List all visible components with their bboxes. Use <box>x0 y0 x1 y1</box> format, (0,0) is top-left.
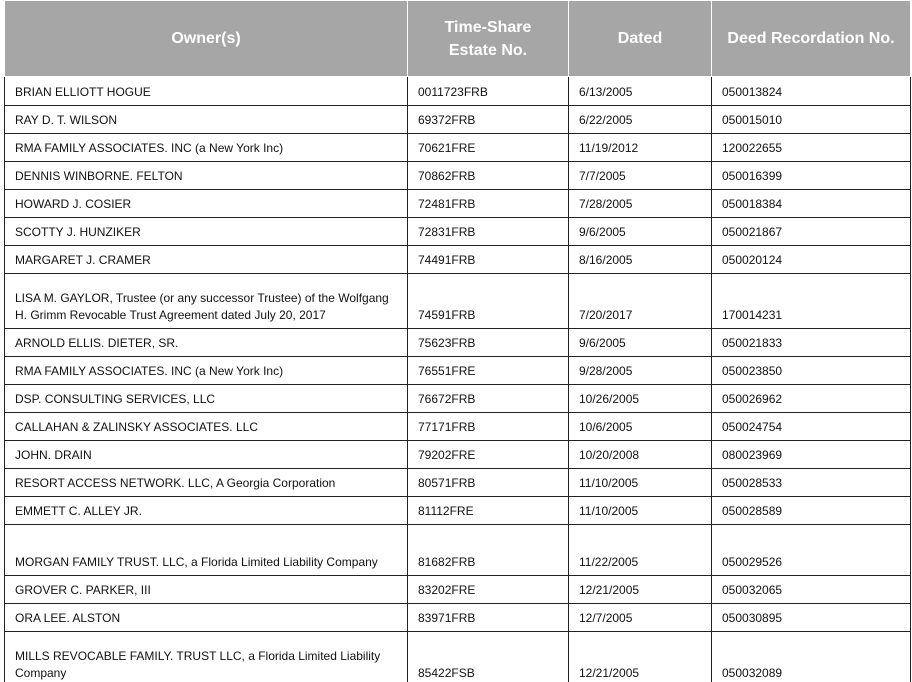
deed-cell: 050026962 <box>712 385 911 413</box>
owner-cell: ORA LEE. ALSTON <box>5 604 408 632</box>
table-row <box>5 77 911 106</box>
owner-cell: MILLS REVOCABLE FAMILY. TRUST LLC, a Florida Limited Liability Company <box>5 632 408 682</box>
owner-cell: MARGARET J. CRAMER <box>5 246 408 274</box>
deed-cell: 050020124 <box>712 246 911 274</box>
table-row <box>5 106 911 134</box>
owner-cell: BRIAN ELLIOTT HOGUE <box>5 77 408 106</box>
deed-header-label: Deed Recordation No. <box>727 30 895 47</box>
estate-cell: 85422FSB <box>408 632 569 682</box>
dated-cell: 12/7/2005 <box>569 604 712 632</box>
dated-cell: 9/28/2005 <box>569 357 712 385</box>
table-row <box>5 576 911 604</box>
owner-cell: EMMETT C. ALLEY JR. <box>5 497 408 525</box>
estate-cell: 80571FRB <box>408 469 569 497</box>
dated-cell: 7/20/2017 <box>569 274 712 329</box>
dated-cell: 11/22/2005 <box>569 525 712 576</box>
table-row <box>5 525 911 576</box>
dated-cell: 10/20/2008 <box>569 441 712 469</box>
table-row <box>5 218 911 246</box>
estate-cell: 77171FRB <box>408 413 569 441</box>
deed-cell: 050028533 <box>712 469 911 497</box>
estate-cell: 83202FRE <box>408 576 569 604</box>
deed-cell: 050023850 <box>712 357 911 385</box>
estate-cell: 81112FRE <box>408 497 569 525</box>
estate-cell: 74591FRB <box>408 274 569 329</box>
estate-header-line2: Estate No. <box>448 41 528 59</box>
deed-cell: 120022655 <box>712 134 911 162</box>
dated-cell: 12/21/2005 <box>569 576 712 604</box>
owner-cell: LISA M. GAYLOR, Trustee (or any successor Trustee) of the Wolfgang H. Grimm Revocable Trust Agreement dated July 20, 2017 <box>5 274 408 329</box>
table-row <box>5 246 911 274</box>
deed-cell: 050024754 <box>712 413 911 441</box>
dated-cell: 6/13/2005 <box>569 77 712 106</box>
owner-cell: DENNIS WINBORNE. FELTON <box>5 162 408 190</box>
table-row <box>5 469 911 497</box>
owner-header-label: Owner(s) <box>171 30 241 47</box>
owner-cell: DSP. CONSULTING SERVICES, LLC <box>5 385 408 413</box>
deed-cell: 050021867 <box>712 218 911 246</box>
deed-cell: 050029526 <box>712 525 911 576</box>
table-row <box>5 329 911 357</box>
estate-cell: 81682FRB <box>408 525 569 576</box>
owner-cell: RMA FAMILY ASSOCIATES. INC (a New York Inc) <box>5 357 408 385</box>
deed-cell: 050015010 <box>712 106 911 134</box>
estate-cell: 83971FRB <box>408 604 569 632</box>
table-row <box>5 190 911 218</box>
deed-cell: 050018384 <box>712 190 911 218</box>
dated-cell: 7/7/2005 <box>569 162 712 190</box>
dated-cell: 11/19/2012 <box>569 134 712 162</box>
owner-cell: RESORT ACCESS NETWORK. LLC, A Georgia Corporation <box>5 469 408 497</box>
table-body <box>5 77 911 682</box>
owner-cell: CALLAHAN & ZALINSKY ASSOCIATES. LLC <box>5 413 408 441</box>
estate-cell: 70862FRB <box>408 162 569 190</box>
header-row <box>5 1 911 77</box>
deed-cell: 050028589 <box>712 497 911 525</box>
owner-cell: HOWARD J. COSIER <box>5 190 408 218</box>
table-row <box>5 604 911 632</box>
dated-cell: 10/6/2005 <box>569 413 712 441</box>
table-row <box>5 632 911 682</box>
table-row <box>5 413 911 441</box>
deed-cell: 050032089 <box>712 632 911 682</box>
dated-cell: 11/10/2005 <box>569 497 712 525</box>
owner-cell: SCOTTY J. HUNZIKER <box>5 218 408 246</box>
owner-cell: RAY D. T. WILSON <box>5 106 408 134</box>
dated-cell: 9/6/2005 <box>569 329 712 357</box>
table-row <box>5 357 911 385</box>
dated-header-label: Dated <box>617 30 663 47</box>
deed-cell: 050030895 <box>712 604 911 632</box>
estate-cell: 79202FRE <box>408 441 569 469</box>
estate-cell: 69372FRB <box>408 106 569 134</box>
estate-header-line1: Time-Share <box>444 18 532 36</box>
dated-cell: 11/10/2005 <box>569 469 712 497</box>
deed-cell: 050013824 <box>712 77 911 106</box>
deed-column-header <box>712 1 911 77</box>
table-row <box>5 162 911 190</box>
table-row <box>5 274 911 329</box>
dated-column-header <box>569 1 712 77</box>
owner-cell: JOHN. DRAIN <box>5 441 408 469</box>
deed-cell: 080023969 <box>712 441 911 469</box>
estate-cell: 0011723FRB <box>408 77 569 106</box>
owner-cell: MORGAN FAMILY TRUST. LLC, a Florida Limited Liability Company <box>5 525 408 576</box>
estate-cell: 72831FRB <box>408 218 569 246</box>
estate-cell: 75623FRB <box>408 329 569 357</box>
table-header <box>5 1 911 77</box>
owner-cell: GROVER C. PARKER, III <box>5 576 408 604</box>
dated-cell: 7/28/2005 <box>569 190 712 218</box>
dated-cell: 10/26/2005 <box>569 385 712 413</box>
table-row <box>5 441 911 469</box>
dated-cell: 12/21/2005 <box>569 632 712 682</box>
table-row <box>5 497 911 525</box>
timeshare-owners-table <box>4 0 911 682</box>
deed-cell: 050021833 <box>712 329 911 357</box>
estate-cell: 74491FRB <box>408 246 569 274</box>
estate-column-header <box>408 1 569 77</box>
deed-cell: 170014231 <box>712 274 911 329</box>
estate-cell: 72481FRB <box>408 190 569 218</box>
deed-cell: 050016399 <box>712 162 911 190</box>
owner-column-header <box>5 1 408 77</box>
dated-cell: 6/22/2005 <box>569 106 712 134</box>
dated-cell: 8/16/2005 <box>569 246 712 274</box>
dated-cell: 9/6/2005 <box>569 218 712 246</box>
table-row <box>5 134 911 162</box>
owner-cell: RMA FAMILY ASSOCIATES. INC (a New York Inc) <box>5 134 408 162</box>
estate-cell: 76672FRB <box>408 385 569 413</box>
estate-cell: 76551FRE <box>408 357 569 385</box>
table-row <box>5 385 911 413</box>
deed-cell: 050032065 <box>712 576 911 604</box>
owner-cell: ARNOLD ELLIS. DIETER, SR. <box>5 329 408 357</box>
estate-cell: 70621FRE <box>408 134 569 162</box>
